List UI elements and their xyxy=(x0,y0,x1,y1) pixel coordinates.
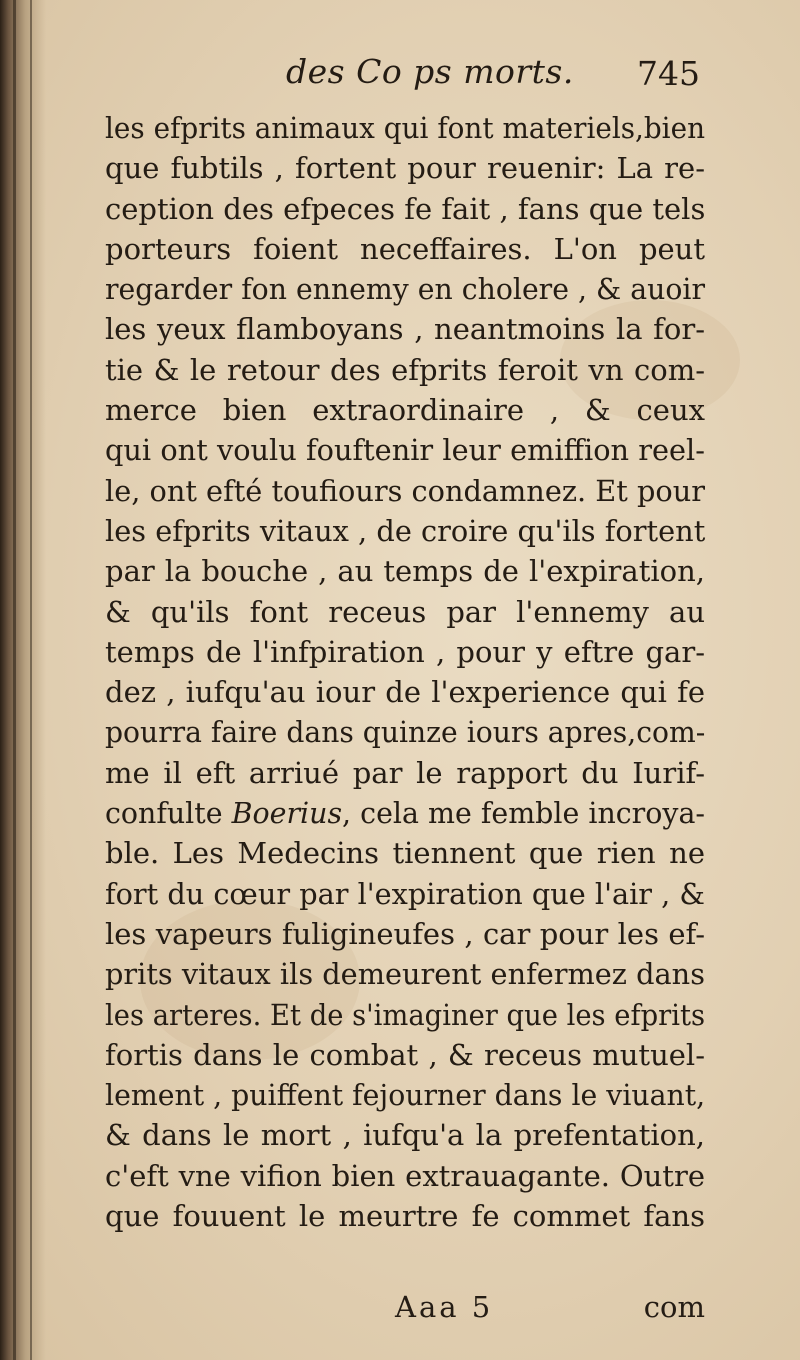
signature-mark: Aaa 5 xyxy=(395,1290,494,1324)
text-line: temps de l'infpiration , pour y eftre gar- xyxy=(105,634,705,669)
italic-name: Boerius xyxy=(231,796,343,831)
text-line: les arteres. Et de s'imaginer que les efprits xyxy=(105,997,706,1032)
text-line xyxy=(105,793,705,833)
text-segment: confulte xyxy=(105,796,232,831)
binding-gutter xyxy=(0,0,46,1360)
running-title: des Co ps morts. xyxy=(286,52,574,91)
text-line: qui ont voulu fouftenir leur emiffion reel- xyxy=(105,433,705,468)
text-line: pourra faire dans quinze iours apres,com- xyxy=(105,715,706,750)
text-segment: , cela me femble incroya- xyxy=(342,796,706,831)
running-head xyxy=(100,52,700,102)
text-line: regarder fon ennemy en cholere , & auoir xyxy=(105,272,705,307)
text-line: les vapeurs fuligineufes , car pour les ef- xyxy=(105,916,705,951)
text-line: tie & le retour des efprits feroit vn com- xyxy=(105,352,705,387)
text-line: que fubtils , fortent pour reuenir: La re- xyxy=(105,151,705,186)
text-line: le, ont efté toufiours condamnez. Et pour xyxy=(105,473,705,508)
text-line: les efprits animaux qui font materiels,bien xyxy=(105,111,705,145)
text-line: ble. Les Medecins tiennent que rien ne xyxy=(105,836,705,871)
text-line: fort du cœur par l'expiration que l'air , & xyxy=(105,876,706,911)
text-line: fortis dans le combat , & receus mutuel- xyxy=(105,1037,705,1072)
text-line: me il eft arriué par le rapport du Iurif- xyxy=(105,755,705,790)
text-line: porteurs foient neceffaires. L'on peut xyxy=(105,231,705,266)
text-line: & dans le mort , iufqu'a la prefentation, xyxy=(105,1118,705,1153)
text-line: dez , iufqu'au iour de l'experience qui fe xyxy=(105,675,705,710)
catchword: com xyxy=(643,1290,705,1324)
text-line: les efprits vitaux , de croire qu'ils fortent xyxy=(105,513,706,548)
text-line: ception des efpeces fe fait , fans que tels xyxy=(105,191,706,226)
page-number: 745 xyxy=(637,54,700,93)
page-footer xyxy=(105,1290,705,1330)
text-line: prits vitaux ils demeurent enfermez dans xyxy=(105,957,705,992)
gutter-shadow-line xyxy=(13,0,16,1360)
gutter-shadow-line xyxy=(30,0,32,1360)
text-line: c'eft vne vifion bien extrauagante. Outre xyxy=(105,1158,705,1193)
text-line: les yeux flamboyans , neantmoins la for- xyxy=(105,312,705,347)
text-line: que fouuent le meurtre fe commet fans xyxy=(105,1199,705,1234)
text-line: merce bien extraordinaire , & ceux xyxy=(105,393,705,428)
text-line: lement , puiffent fejourner dans le viuant, xyxy=(105,1078,706,1113)
text-line: & qu'ils font receus par l'ennemy au xyxy=(105,594,705,629)
body-text xyxy=(105,108,705,1236)
text-line: par la bouche , au temps de l'expiration, xyxy=(105,554,705,589)
